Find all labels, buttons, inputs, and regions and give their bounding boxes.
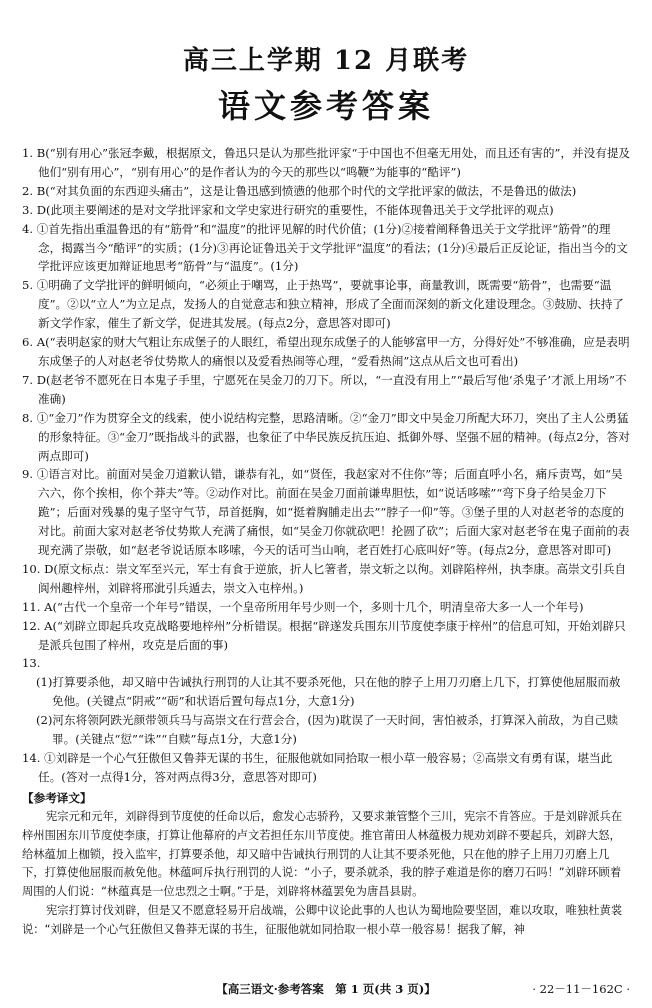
answer-item-10: 10. D(原文标点：崇文军至兴元，军士有食于逆旅，折人匕箸者，崇文斩之以徇。刘辟陷梓州，执李康。高崇文引兵自阆州趣梓州，刘辟将邢泚引兵遁去，崇文入屯梓州。) [22,561,627,595]
answer-item-9: 9. ①语言对比。前面对吴金刀道歉认错，谦恭有礼，如“贤侄，我赵家对不住你”等；后面直呼小名，痛斥责骂，如“吴六六，你个挨相，你个莽夫”等。②动作对比。前面在吴金刀面前谦卑胆怯，如“说话哆嗦”“弯下身子给吴金刀下跪”；后面对残暴的鬼子坚守气节，昂首挺胸，如“挺着胸脯走出去”“脖子一仰”等。③堡子里的人对赵老爷的态度的对比。前面大家对赵老爷仗势欺人充满了痛恨，如“吴金刀你就砍吧！抡圆了砍”；后面大家对赵老爷在鬼子面前的表现充满了崇敬，如“赵老爷说话原本哆嗦，今天的话可当山响，老百姓打心底叫好”等。(每点2分，意思答对即可) [22,467,630,558]
answer-item-14: 14. ①刘辟是一个心气狂傲但又鲁莽无谋的书生，征服他就如同拾取一根小草一般容易；②高崇文有勇有谋，堪当此任。(答对一点得1分，答对两点得3分，意思答对即可) [22,751,613,784]
answer-item-8: 8. ①“金刀”作为贯穿全文的线索，使小说结构完整，思路清晰。②“金刀”即文中吴金刀所配大环刀，突出了主人公勇猛的形象特征。③“金刀”既指战斗的武器，也象征了中华民族反抗压迫、抵御外辱、坚强不屈的精神。(每点2分，答对两点即可) [22,410,630,463]
answer-item-12: 12. A(“刘辟立即起兵攻克战略要地梓州”分析错误。根据“辟遂发兵围东川节度使李康于梓州”的信息可知，开始刘辟只是派兵包围了梓州，攻克是后面的事) [22,618,626,652]
answer-item-5: 5. ①明确了文学批评的鲜明倾向，“必须止于嘲骂，止于热骂”，要就事论事，商量教训，既需要“筋骨”，也需要“温度”。②以“立人”为立足点，发扬人的自觉意志和独立精神，形成了全面而深刻的新文化建设理念。③鼓励、扶持了新文学作家，催生了新文学，促进其发展。(每点2分，意思答对即可) [22,278,624,331]
answer-item-7: 7. D(赵老爷不愿死在日本鬼子手里，宁愿死在吴金刀的刀下。所以，“一直没有用上”“最后写他‘杀鬼子’才派上用场”不准确) [22,372,627,406]
answer-item-13-part-2: (2)河东将领阿跌光颜带领兵马与高崇文在行营会合，(因为)耽误了一天时间，害怕被杀，打算深入前敌，为自己赎罪。(关键点“愆”“诛”“自赎”每点1分，大意1分) [36,713,618,747]
reference-paragraph-2: 宪宗打算讨伐刘辟，但是又不愿意轻易开启战端，公卿中议论此事的人也认为蜀地险要坚固，难以攻取，唯独杜黄裳说：“刘辟是一个心气狂傲但又鲁莽无谋的书生，征服他就如同拾取一根小草一般容易！据我了解，神 [22,904,623,937]
footer-page-info: 【高三语文·参考答案 第 1 页(共 3 页)】 [216,982,436,996]
answer-item-1: 1. B(“别有用心”张冠李戴，根据原文，鲁迅只是认为那些批评家“于中国也不但毫无用处，而且还有害的”，并没有提及他们“别有用心”，“别有用心”的是作者认为的今天的那些以“鸣鞭”为能事的“酷评”) [22,146,631,179]
answer-item-11: 11. A(“古代一个皇帝一个年号”错误，一个皇帝所用年号少则一个，多则十几个，明清皇帝大多一人一个年号) [22,599,584,614]
reference-translation-heading: 【参考译文】 [22,790,92,805]
answer-item-2: 2. B(“对其负面的东西迎头痛击”，这是让鲁迅感到愤懑的他那个时代的文学批评家的做法，不是鲁迅的做法) [22,183,577,198]
exam-title: 高三上学期 12 月联考 [182,46,470,76]
footer-doc-code: · 22－11－162C · [532,982,630,996]
answer-item-13-part-1: (1)打算要杀他，却又暗中告诫执行刑罚的人让其不要杀死他，只在他的脖子上用刀刃磨上几下，打算使他屈服而赦免他。(关键点“阴戒”“砺”和状语后置句每点1分，大意1分) [36,675,621,709]
answer-key-title: 语文参考答案 [217,87,434,125]
answer-item-6: 6. A(“表明赵家的财大气粗让东成堡子的人眼红，希望出现东成堡子的人能够富甲一方，分得好处”不够准确，应是表明东成堡子的人对赵老爷仗势欺人的痛恨以及爱看热闹等心理，“爱看热闹”这点从后文也可看出) [22,335,630,368]
answer-item-4: 4. ①首先指出重温鲁迅的有“筋骨”和“温度”的批评见解的时代价值；(1分)②接着阐释鲁迅关于文学批评“筋骨”的理念，揭露当今“酷评”的实质；(1分)③再论证鲁迅关于文学批评“温度”的看法；(1分)④最后正反论证，指出当今的文学批评应该更加辩证地思考“筋骨”与“温度”。(1分) [22,221,628,274]
answer-item-13-label: 13. [22,656,41,671]
reference-paragraph-1: 宪宗元和元年，刘辟得到节度使的任命以后，愈发心志骄矜，又要求兼管整个三川，宪宗不肯答应。于是刘辟派兵在梓州围困东川节度使李康，打算让他幕府的卢文若担任东川节度使。推官莆田人林蕴极力规劝刘辟不要起兵，刘辟大怒，给林蕴加上枷锁，投入监牢，打算要杀他，却又暗中告诫执行刑罚的人让其不要杀死他，只在他的脖子上用刀刃磨上几下，打算使他屈服而赦免他。林蕴呵斥执行刑罚的人说：“小子，要杀就杀，我的脖子难道是你的磨刀石吗！”刘辟环顾着周围的人们说：“林蕴真是一位忠烈之士啊。”于是，刘辟将林蕴罢免为唐昌县尉。 [22,809,623,899]
answer-content [22,144,630,940]
answer-item-3: 3. D(此项主要阐述的是对文学批评家和文学史家进行研究的重要性，不能体现鲁迅关于文学批评的观点) [22,202,554,217]
